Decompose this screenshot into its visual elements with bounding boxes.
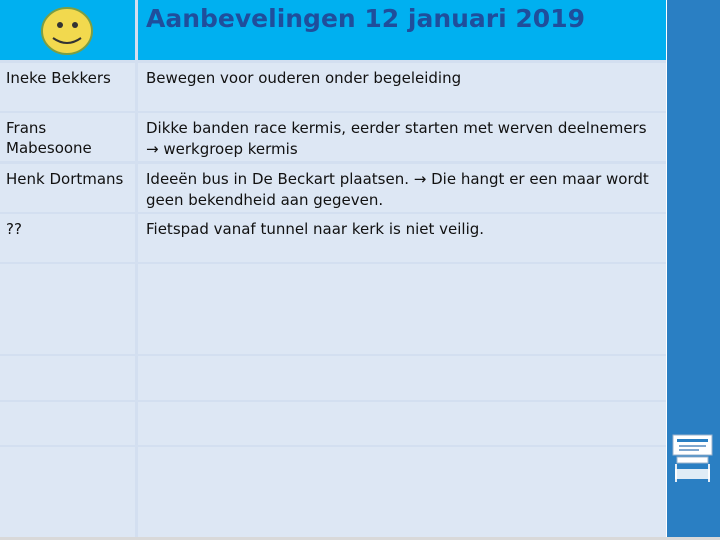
- table-row-name: Henk Dortmans: [0, 164, 135, 212]
- row-text-part: Ideeën bus in De Beckart plaatsen.: [146, 170, 409, 188]
- empty-cell: [0, 402, 135, 445]
- table-row-text: Fietspad vanaf tunnel naar kerk is niet veilig.: [138, 214, 666, 262]
- empty-cell: [138, 402, 666, 445]
- table-row-name: Ineke Bekkers: [0, 63, 135, 111]
- arrow-icon: →: [146, 140, 159, 158]
- street-sign-icon: [669, 433, 716, 483]
- row-text-part: Die hangt er een maar wordt geen bekendheid aan gegeven.: [146, 170, 649, 209]
- page-title: Aanbevelingen 12 januari 2019: [146, 4, 585, 33]
- arrow-icon: →: [413, 170, 427, 188]
- empty-cell: [0, 356, 135, 400]
- row-text-part: werkgroep kermis: [158, 140, 298, 158]
- table-row-text: [138, 164, 666, 212]
- table-row-text: Bewegen voor ouderen onder begeleiding: [138, 63, 666, 111]
- table-row-name: ??: [0, 214, 135, 262]
- empty-cell: [0, 447, 135, 537]
- empty-cell: [138, 264, 666, 354]
- smiley-face-icon: [40, 6, 96, 56]
- empty-cell: [138, 447, 666, 537]
- header-icon-cell: [0, 0, 135, 60]
- empty-cell: [138, 356, 666, 400]
- table-row-name: Frans Mabesoone: [0, 113, 135, 161]
- row-text-part: Dikke banden race kermis, eerder starten met werven deelnemers: [146, 119, 647, 137]
- table-row-text: [138, 113, 666, 161]
- empty-cell: [0, 264, 135, 354]
